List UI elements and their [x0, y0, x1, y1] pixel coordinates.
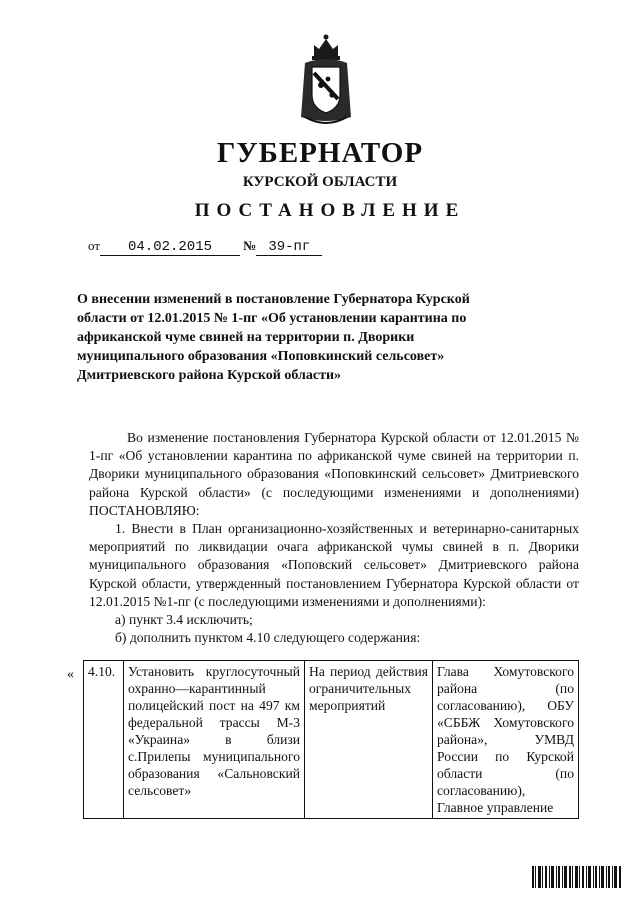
document-number: 39-пг	[268, 239, 311, 255]
opening-quote: «	[67, 667, 74, 682]
paragraph-preamble: Во изменение постановления Губернатора Курской области от 12.01.2015 № 1-пг «Об установлении карантина по африканской чуме свиней на территории п. Дворики муниципального образования «Поповкинский сельсовет» Дмитриевского района Курской области» (с последующими изменениями и дополнениями) ПОСТАНОВЛЯЮ:	[89, 430, 579, 518]
plan-table	[83, 660, 579, 819]
governor-title: ГУБЕРНАТОР	[216, 137, 424, 169]
table-row	[84, 661, 579, 819]
number-label: №	[243, 238, 257, 253]
date-number-line	[88, 238, 322, 256]
document-subject: О внесении изменений в постановление Губернатора Курской области от 12.01.2015 № 1-пг «Об установлении карантина по африканской чуме свиней на территории п. Дворики муниципального образования «Поповкинский сельсовет» Дмитриевского района Курской области»	[77, 292, 470, 383]
paragraph-item-1: 1. Внести в План организационно-хозяйственных и ветеринарно-санитарных мероприятий по ликвидации очага африканской чумы свиней в п. Дворики муниципального образования «Поповский сельсовет» Дмитриевского района Курской области, утвержденный постановлением Губернатора Курской области от 12.01.2015 №1-пг (с последующими изменениями и дополнениями):	[89, 521, 579, 609]
coat-of-arms-icon	[297, 33, 355, 129]
document-type: ПОСТАНОВЛЕНИЕ	[194, 200, 466, 221]
document-body	[89, 429, 579, 647]
measure-cell: Установить круглосуточный охранно—карантинный полицейский пост на 497 км федеральной трассы М-3 «Украина» в близи с.Прилепы муниципального образования «Сальновский сельсовет»	[124, 661, 305, 819]
document-date: 04.02.2015	[128, 239, 213, 255]
region-name: КУРСКОЙ ОБЛАСТИ	[242, 174, 398, 190]
from-label: от	[88, 238, 101, 253]
barcode-icon	[532, 866, 622, 888]
responsible-cell: Глава Хомутовского района (по согласованию), ОБУ «СББЖ Хомутовского района», УМВД России по Курской области (по согласованию), Главное управление	[433, 661, 579, 819]
period-cell: На период действия ограничительных мероприятий	[305, 661, 433, 819]
paragraph-subitem-b: б) дополнить пунктом 4.10 следующего содержания:	[115, 630, 421, 646]
paragraph-subitem-a: а) пункт 3.4 исключить;	[115, 612, 253, 628]
row-number: 4.10.	[84, 661, 124, 819]
